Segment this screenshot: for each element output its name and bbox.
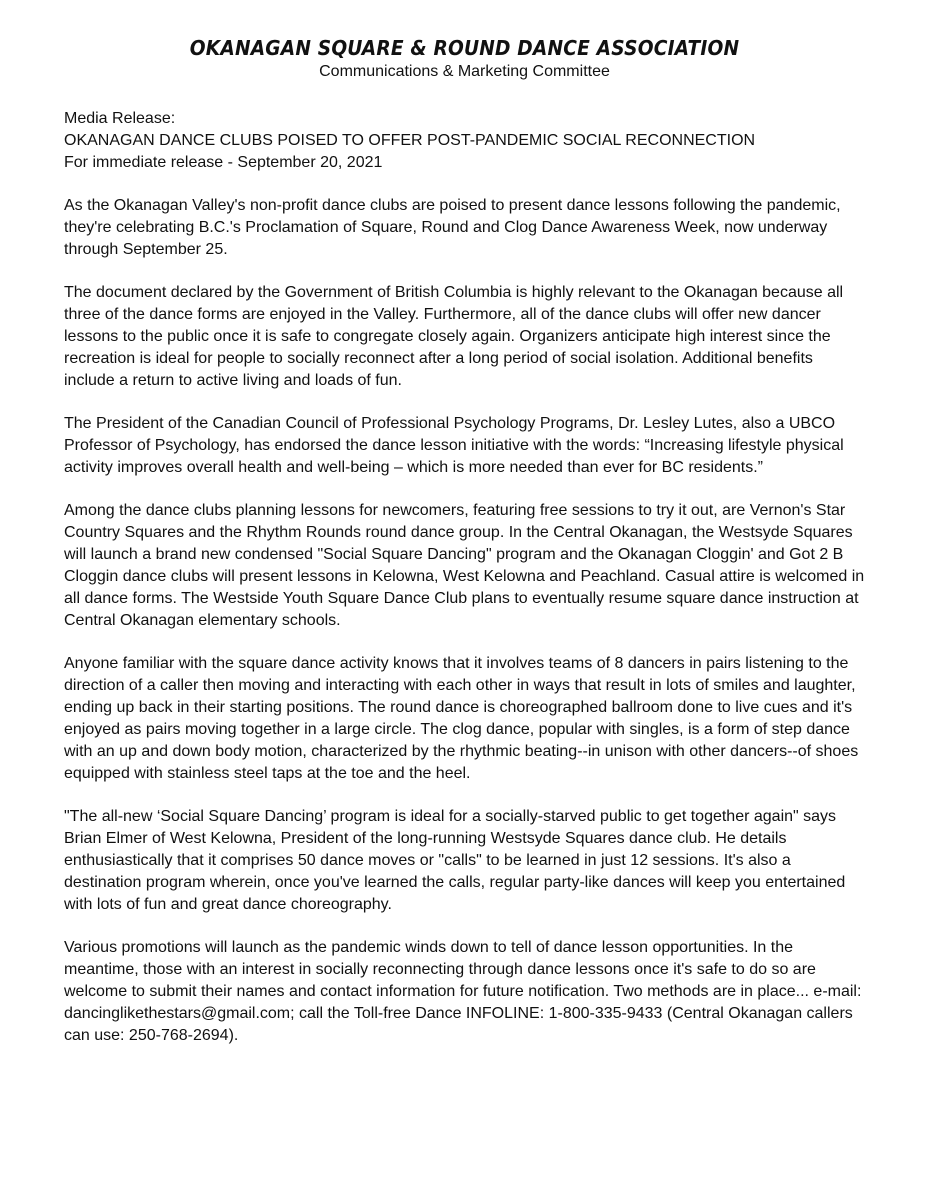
body-paragraph: As the Okanagan Valley's non-profit dance clubs are poised to present dance lessons following the pandemic, they're celebrating B.C.'s Proclamation of Square, Round and Clog Dance Awareness Week, now underway through September 25. [64, 197, 841, 258]
release-header [64, 108, 865, 174]
body-paragraph: Various promotions will launch as the pandemic winds down to tell of dance lesson opportunities. In the meantime, those with an interest in socially reconnecting through dance lessons once it's safe to do so are welcome to submit their names and contact information for future notification. Two methods are in place... e-mail: dancinglikethestars@gmail.com; call the Toll-free Dance INFOLINE: 1-800-335-9433 (Central Okanagan callers can use: 250-768-2694). [64, 939, 862, 1044]
release-dateline: For immediate release - September 20, 2021 [64, 154, 383, 171]
body-paragraph: The President of the Canadian Council of Professional Psychology Programs, Dr. Lesley Lutes, also a UBCO Professor of Psychology, has endorsed the dance lesson initiative with the words: “Increasing lifestyle physical activity improves overall health and well-being – which is more needed than ever for BC residents.” [64, 415, 844, 476]
body-paragraph: The document declared by the Government of British Columbia is highly relevant to the Okanagan because all three of the dance forms are enjoyed in the Valley. Furthermore, all of the dance clubs will offer new dancer lessons to the public once it is safe to congregate closely again. Organizers anticipate high interest since the recreation is ideal for people to socially reconnect after a long period of social isolation. Additional benefits include a return to active living and loads of fun. [64, 284, 844, 389]
body-paragraph: Among the dance clubs planning lessons for newcomers, featuring free sessions to try it out, are Vernon's Star Country Squares and the Rhythm Rounds round dance group. In the Central Okanagan, the Westsyde Squares will launch a brand new condensed "Social Square Dancing" program and the Okanagan Cloggin' and Got 2 B Cloggin dance clubs will present lessons in Kelowna, West Kelowna and Peachland. Casual attire is welcomed in all dance forms. The Westside Youth Square Dance Club plans to eventually resume square dance instruction at Central Okanagan elementary schools. [64, 502, 865, 629]
body-paragraph: "The all-new ‘Social Square Dancing’ program is ideal for a socially-starved public to get together again" says Brian Elmer of West Kelowna, President of the long-running Westsyde Squares dance club. He details enthusiastically that it comprises 50 dance moves or "calls" to be learned in just 12 sessions. It's also a destination program wherein, once you've learned the calls, regular party-like dances will keep you entertained with lots of fun and great dance choreography. [64, 808, 846, 913]
release-headline: OKANAGAN DANCE CLUBS POISED TO OFFER POST-PANDEMIC SOCIAL RECONNECTION [64, 132, 756, 149]
body-paragraph: Anyone familiar with the square dance activity knows that it involves teams of 8 dancers in pairs listening to the direction of a caller then moving and interacting with each other in ways that result in lots of smiles and laughter, ending up back in their starting positions. The round dance is choreographed ballroom done to live cues and it's enjoyed as pairs moving together in a large circle. The clog dance, popular with singles, is a form of step dance with an up and down body motion, characterized by the rhythmic beating--in unison with other dancers--of shoes equipped with stainless steel taps at the toe and the heel. [64, 655, 859, 782]
organization-title: OKANAGAN SQUARE & ROUND DANCE ASSOCIATION [189, 36, 740, 60]
release-label: Media Release: [64, 110, 176, 127]
committee-subtitle: Communications & Marketing Committee [319, 63, 610, 80]
